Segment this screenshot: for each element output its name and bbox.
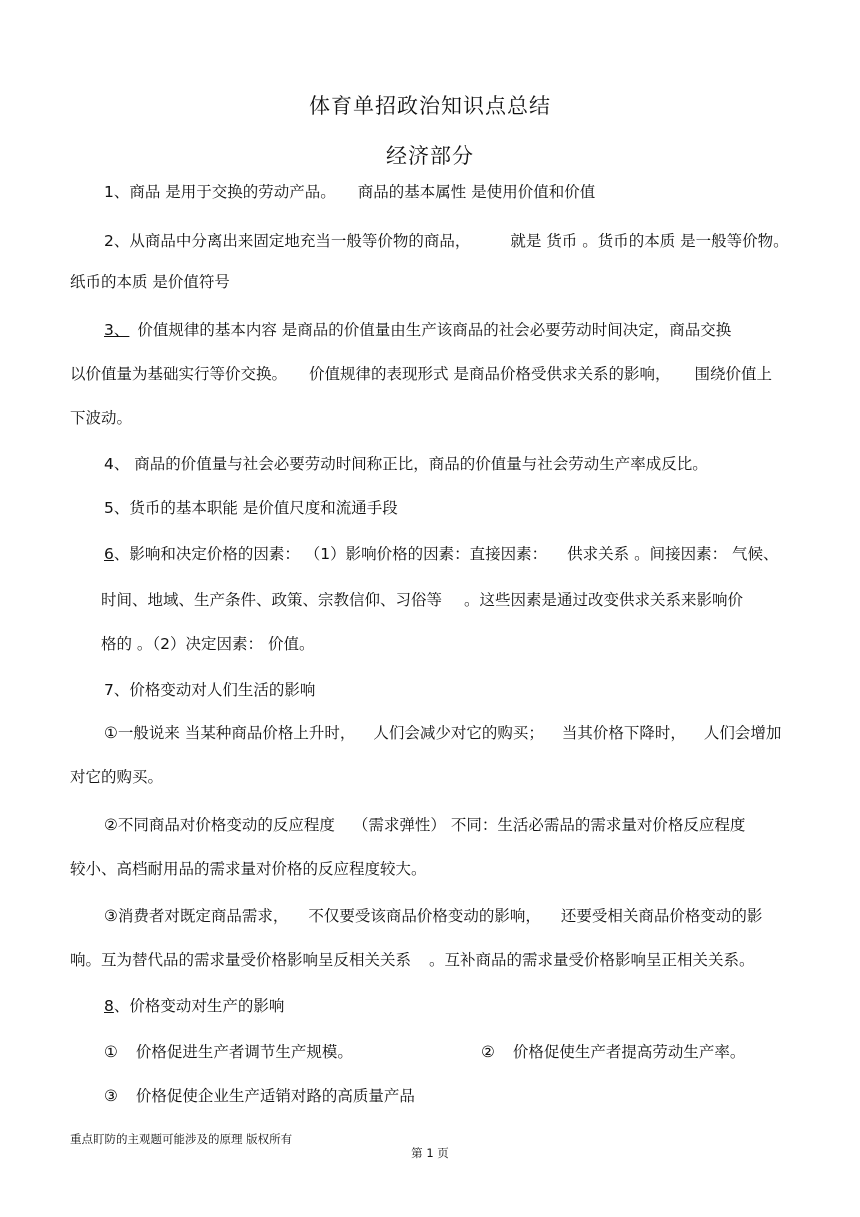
item-1-line xyxy=(104,182,595,202)
item-6-continuation xyxy=(101,634,314,654)
item-4-line xyxy=(104,454,708,474)
item-7-point-1 xyxy=(104,723,781,743)
text-segment: 价格促进生产者调节生产规模。 xyxy=(135,1043,353,1061)
text-segment: 较小、高档耐用品的需求量对价格的反应程度较大。 xyxy=(70,860,427,878)
text-segment: 不仅要受该商品价格变动的影响， xyxy=(308,907,541,925)
item-3-continuation xyxy=(70,408,132,428)
text-segment: 价值规律的表现形式 是商品价格受供求关系的影响， xyxy=(309,365,671,383)
item-7-line xyxy=(104,680,315,700)
text-segment: 人们会增加 xyxy=(703,724,782,742)
footer-note: 重点盯防的主观题可能涉及的原理 版权所有 xyxy=(70,1132,293,1146)
item-number: 6 xyxy=(104,545,114,563)
text-segment: ②不同商品对价格变动的反应程度 xyxy=(104,816,335,834)
item-8-points xyxy=(104,1086,415,1106)
item-7-point-1-continuation xyxy=(70,767,163,787)
item-5-line xyxy=(104,498,398,518)
item-3-continuation xyxy=(70,364,772,384)
text-segment: 供求关系 。间接因素： 气候、 xyxy=(567,545,779,563)
item-7-point-3-continuation xyxy=(70,950,755,970)
item-8-points xyxy=(104,1042,353,1062)
item-number: 3、 xyxy=(104,321,130,339)
text-segment: 响。互为替代品的需求量受价格影响呈反相关关系 xyxy=(70,951,412,969)
text-segment: 下波动。 xyxy=(70,409,133,427)
text-segment: 价值规律的基本内容 是商品的价值量由生产该商品的社会必要劳动时间决定，商品交换 xyxy=(137,321,732,339)
item-6-continuation xyxy=(101,590,743,610)
text-segment: 、影响和决定价格的因素： （1）影响价格的因素：直接因素： xyxy=(113,545,548,563)
text-segment: 。互补商品的需求量受价格影响呈正相关关系。 xyxy=(429,951,755,969)
text-segment: 以价值量为基础实行等价交换。 xyxy=(70,365,288,383)
text-segment: 围绕价值上 xyxy=(694,365,772,383)
text-segment: 纸币的本质 是价值符号 xyxy=(70,273,230,291)
text-segment: 商品的基本属性 是使用价值和价值 xyxy=(357,183,596,201)
text-segment: 价格促使生产者提高劳动生产率。 xyxy=(512,1043,746,1061)
text-segment: 2、从商品中分离出来固定地充当一般等价物的商品， xyxy=(104,232,471,250)
item-7-point-2-continuation xyxy=(70,859,427,879)
item-2-line xyxy=(104,231,789,251)
text-segment: ① xyxy=(104,1043,118,1061)
text-segment: 价格促使企业生产适销对路的高质量产品 xyxy=(135,1087,415,1105)
text-segment: （需求弹性） 不同：生活必需品的需求量对价格反应程度 xyxy=(352,816,746,834)
item-3-line xyxy=(104,320,731,340)
text-segment: ①一般说来 当某种商品价格上升时， xyxy=(104,724,356,742)
text-segment: 还要受相关商品价格变动的影 xyxy=(560,907,763,925)
text-segment: ② xyxy=(481,1043,495,1061)
section-title: 经济部分 xyxy=(386,144,474,168)
text-segment: 5、货币的基本职能 是价值尺度和流通手段 xyxy=(104,499,398,517)
item-2-continuation xyxy=(70,272,230,292)
text-segment: ③消费者对既定商品需求， xyxy=(104,907,289,925)
item-number: 8 xyxy=(104,997,114,1015)
text-segment: 当其价格下降时， xyxy=(561,724,686,742)
text-segment: 对它的购买。 xyxy=(70,768,164,786)
text-segment: 人们会减少对它的购买； xyxy=(373,724,544,742)
text-segment: 就是 货币 。货币的本质 是一般等价物。 xyxy=(510,232,789,250)
text-segment: 时间、地域、生产条件、政策、宗教信仰、习俗等 xyxy=(101,591,443,609)
text-segment: 1、商品 是用于交换的劳动产品。 xyxy=(104,183,336,201)
document-title: 体育单招政治知识点总结 xyxy=(309,94,551,118)
item-8-points xyxy=(481,1042,745,1062)
text-segment: 4、 商品的价值量与社会必要劳动时间称正比，商品的价值量与社会劳动生产率成反比。 xyxy=(104,455,708,473)
text-segment: ③ xyxy=(104,1087,118,1105)
text-segment: 。这些因素是通过改变供求关系来影响价 xyxy=(464,591,744,609)
item-6-line xyxy=(104,544,779,564)
page-number: 第 1 页 xyxy=(411,1146,449,1160)
item-7-point-3 xyxy=(104,906,762,926)
text-segment: 格的 。（2）决定因素： 价值。 xyxy=(101,635,315,653)
text-segment: 7、价格变动对人们生活的影响 xyxy=(104,681,316,699)
item-7-point-2 xyxy=(104,815,745,835)
item-8-line xyxy=(104,996,284,1016)
text-segment: 、价格变动对生产的影响 xyxy=(113,997,285,1015)
